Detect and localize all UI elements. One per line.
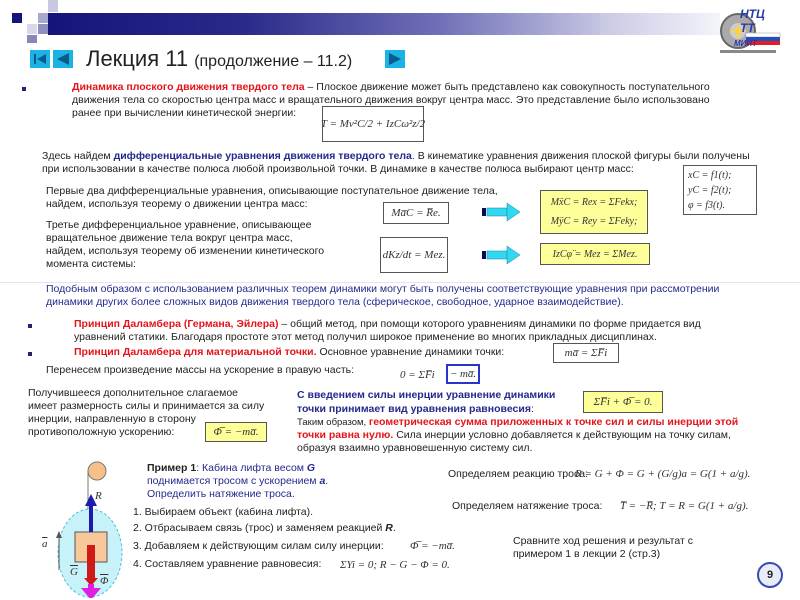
- extra-line3: инерции, направленную в сторону: [28, 413, 196, 425]
- extra-line4: противоположную ускорению:: [28, 426, 175, 438]
- example-title-bold: Пример 1: [147, 462, 197, 474]
- move-text: Перенесем произведение массы на ускорение в правую часть:: [46, 364, 355, 376]
- dalembert-heading: Принцип Даламбера (Германа, Эйлера): [74, 318, 279, 330]
- section2-intro: [42, 150, 750, 164]
- dalembert-line1: [74, 318, 701, 332]
- formula-move-b: − ma̅.: [446, 364, 480, 384]
- thus-line3: образуя взаимно уравновешенную систему сил.: [297, 442, 533, 454]
- example-line3: Определить натяжение троса.: [147, 488, 295, 500]
- third-line4: момента системы:: [46, 258, 136, 270]
- dalembert-point-text: Основное уравнение динамики точки:: [316, 346, 505, 358]
- step-4-formula: ΣYi = 0; R − G − Φ = 0.: [340, 559, 450, 571]
- elevator-diagram: [25, 458, 135, 598]
- logo-text-top: НТЦ ТТ: [740, 7, 765, 35]
- bullet-icon: [22, 87, 26, 91]
- example-line2-end: .: [325, 475, 329, 487]
- section1-heading: Динамика плоского движения твердого тела: [72, 81, 305, 93]
- first-two-line2: найдем, используя теорему о движении центра масс:: [46, 198, 308, 210]
- page-number: 9: [766, 569, 774, 581]
- decor-square: [27, 35, 37, 43]
- section1-text: – Плоское движение может быть представлено как совокупность поступательного: [304, 81, 710, 93]
- arrow-right-icon: [482, 245, 522, 265]
- logo: [716, 5, 782, 55]
- dalembert-point-heading: Принцип Даламбера для материальной точки.: [74, 346, 317, 358]
- example-line2: [147, 475, 328, 489]
- kinematics-x: xC = f1(t);: [688, 169, 732, 181]
- decor-square: [38, 13, 48, 23]
- example-line2-a: a: [319, 475, 326, 487]
- section1-line2: движения тела со скоростью центра масс и вращательного движения вокруг центра масс. Это представление было использовано: [72, 94, 710, 106]
- triangle-left-icon: [53, 50, 73, 68]
- equil-text: точки принимает вид уравнения равновесия: [297, 403, 531, 415]
- bullet-icon: [28, 324, 32, 328]
- decor-square: [27, 24, 37, 34]
- thus-line1: [297, 416, 738, 430]
- compare-line1: Сравните ход решения и результат с: [513, 535, 693, 547]
- step-3-formula: Φ̅ = −ma̅.: [410, 540, 455, 552]
- previous-slide-button[interactable]: [53, 50, 73, 68]
- similarly-line2: динамики других более сложных видов движения твердого тела (сферическое, свободное, ударное взаимодействие).: [46, 296, 624, 308]
- step-3: 3. Добавляем к действующим силам силу инерции:: [133, 540, 384, 552]
- thus-line2: [297, 429, 731, 443]
- formula-inertia: Φ̅ = −ma̅.: [205, 422, 267, 442]
- intro-highlight: дифференциальные уравнения движения твердого тела: [113, 150, 412, 162]
- next-slide-button[interactable]: [385, 50, 405, 68]
- section2-intro-line2: при использовании в качестве полюса любой произвольной точки. В динамике в качестве полюса выбирают центр масс:: [42, 163, 634, 175]
- title-main: Лекция 11: [86, 46, 189, 71]
- formula-kinetic-energy: T = Mv²C/2 + IzCω²z/2: [322, 106, 424, 142]
- formula-moment: dKz/dt = Mez.: [380, 237, 448, 273]
- formula-center-of-mass: Ma̅C = R̅e.: [383, 202, 449, 224]
- label-R: R: [95, 490, 102, 502]
- thus-rest: Сила инерции условно добавляется к действующим на точку силам,: [393, 429, 731, 441]
- formula-equilibrium: ΣF̅i + Φ̅ = 0.: [583, 391, 663, 413]
- step-2-text: 2. Отбрасываем связь (трос) и заменяем реакцией: [133, 522, 386, 534]
- logo-text-bottom: МИИТ: [734, 39, 758, 48]
- example-title-G: G: [306, 462, 316, 474]
- label-G: $\overline{G}$: [70, 566, 78, 578]
- formula-move-a: 0 = ΣF̅i: [400, 369, 435, 381]
- label-a: $\overline{a}$: [42, 538, 48, 550]
- equil-line1: С введением силы инерции уравнение динамики: [297, 389, 556, 401]
- skip-back-icon: [30, 50, 50, 68]
- header-band-fade: [600, 13, 720, 35]
- kinematics-y: yC = f2(t);: [688, 184, 732, 196]
- kinematics-phi: φ = f3(t).: [688, 199, 725, 211]
- step-2: [133, 522, 396, 536]
- dalembert-line2: уравнений статики. Благодаря простоте этот метод получил широкое применение во многих прикладных дисциплинах.: [74, 331, 657, 343]
- section1-line1: [72, 81, 710, 95]
- thus-red1: геометрическая сумма приложенных к точке сил и силы инерции этой: [368, 416, 739, 428]
- extra-line1: Получившееся дополнительное слагаемое: [28, 387, 239, 399]
- equil-line2: [297, 403, 534, 417]
- pulley-icon: [88, 462, 106, 480]
- reaction-formula: R = G + Φ = G + (G/g)a = G(1 + a/g).: [575, 468, 751, 480]
- step-2-R: R: [385, 522, 393, 534]
- result-com-x: MẍC = Rex = ΣFekx;: [550, 197, 638, 208]
- intro-suffix: . В кинематике уравнения движения плоской фигуры были получены: [411, 150, 750, 162]
- first-two-line1: Первые два дифференциальные уравнения, описывающие поступательное движение тела,: [46, 185, 498, 197]
- header-band: [48, 13, 608, 35]
- third-line2: вращательное движение тела вокруг центра масс,: [46, 232, 293, 244]
- result-com-y: MÿC = Rey = ΣFeky;: [550, 216, 638, 227]
- example-line2-text: поднимается тросом с ускорением: [147, 475, 320, 487]
- third-line1: Третье дифференциальное уравнение, описывающее: [46, 219, 312, 231]
- decor-square: [38, 24, 48, 34]
- first-slide-button[interactable]: [30, 50, 50, 68]
- example-title: [147, 462, 315, 476]
- intro-prefix: Здесь найдем: [42, 150, 114, 162]
- title-sub: (продолжение – 11.2): [194, 53, 353, 70]
- equil-colon: :: [530, 403, 534, 415]
- page-title: [86, 46, 352, 72]
- thus-prefix: Таким образом,: [297, 417, 369, 428]
- dalembert-text: – общий метод, при помощи которого уравнениям динамики по форме придается вид: [278, 318, 701, 330]
- page-number-badge: [757, 562, 783, 588]
- arrow-right-icon: [482, 202, 522, 222]
- formula-kinematics: [683, 165, 757, 215]
- formula-result-moment: IzCφ̈ = Mez = ΣMez.: [540, 243, 650, 265]
- triangle-right-icon: [385, 50, 405, 68]
- decor-square: [48, 0, 58, 12]
- step-1: 1. Выбираем объект (кабина лифта).: [133, 506, 314, 518]
- step-4: 4. Составляем уравнение равновесия:: [133, 558, 322, 570]
- compare-line2: примером 1 в лекции 2 (стр.3): [513, 548, 661, 560]
- example-title-text: : Кабина лифта весом: [196, 462, 307, 474]
- similarly-line1: Подобным образом с использованием различных теорем динамики могут быть получены соответствующие уравнения при рассмотрении: [46, 283, 720, 295]
- thus-red2: точки равна нулю.: [297, 429, 394, 441]
- decor-square: [12, 13, 22, 23]
- extra-line2: имеет размерность силы и принимается за силу: [28, 400, 265, 412]
- step-2-end: .: [392, 522, 396, 534]
- label-Phi: $\overline{\Phi}$: [100, 575, 109, 587]
- formula-result-com: [540, 190, 648, 234]
- bullet-icon: [28, 352, 32, 356]
- third-line3: найдем, используя теорему об изменении кинетического: [46, 245, 325, 257]
- tension-formula: T̅ = −R̅; T = R = G(1 + a/g).: [620, 500, 749, 512]
- formula-newton: ma̅ = ΣF̅i: [553, 343, 619, 363]
- dalembert-point-line: [74, 346, 504, 360]
- reaction-label: Определяем реакцию троса:: [448, 468, 588, 480]
- tension-label: Определяем натяжение троса:: [452, 500, 603, 512]
- section1-line3: ранее при вычислении кинетической энергии:: [72, 107, 297, 119]
